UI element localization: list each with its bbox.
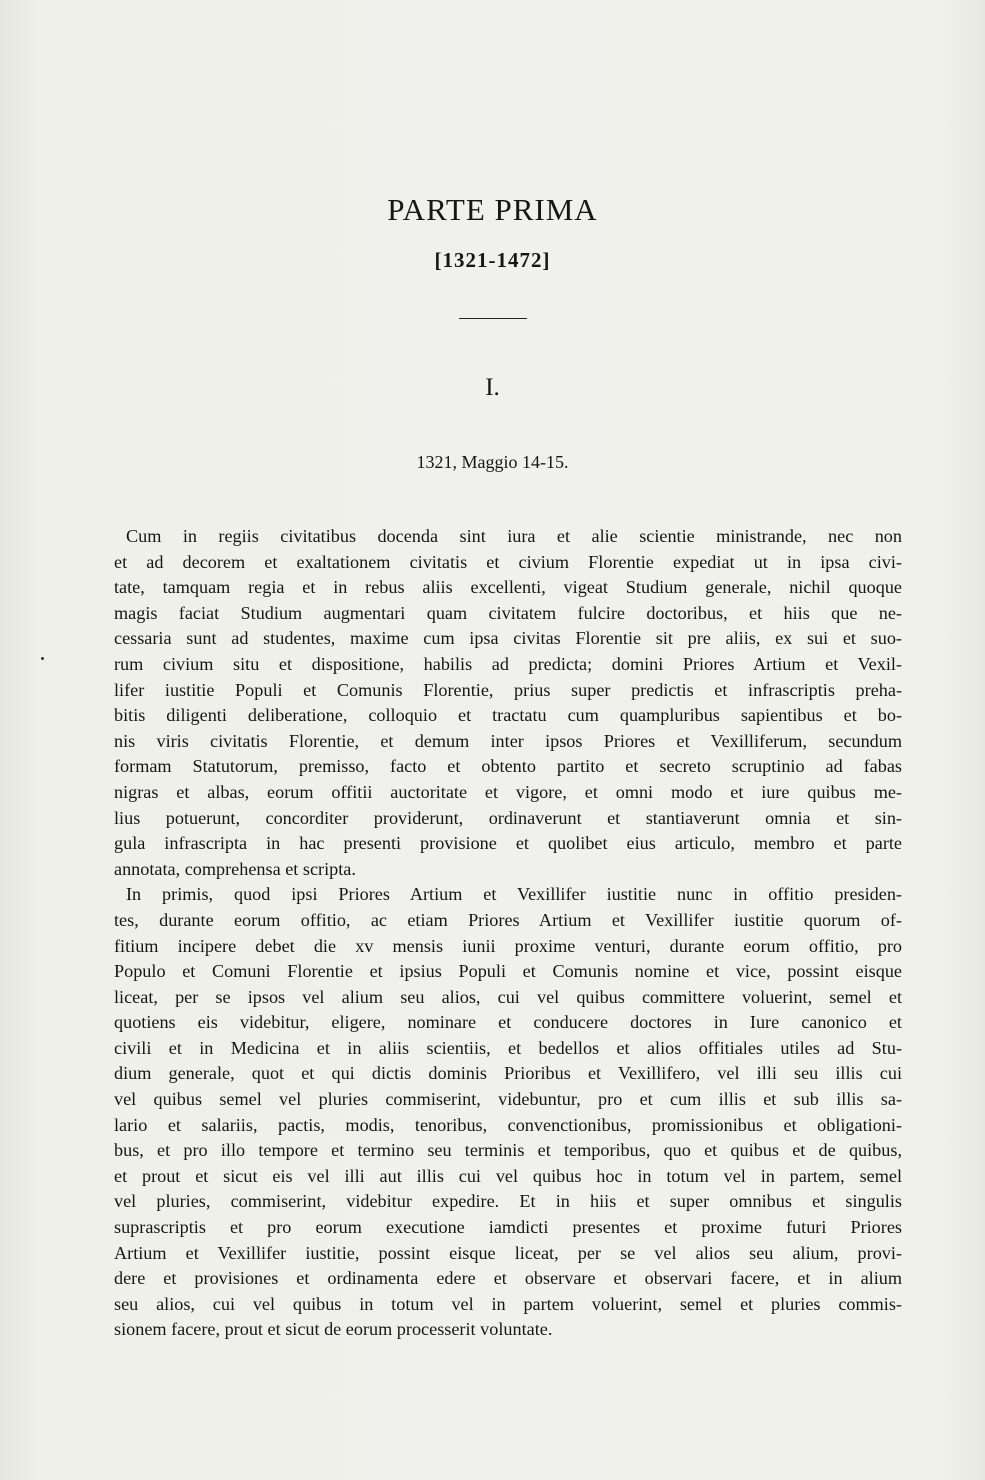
text-line: cessaria sunt ad studentes, maxime cum ipsa civitas Florentie sit pre aliis, ex sui et suo- [114, 628, 902, 649]
text-line: lifer iustitie Populi et Comunis Florentie, prius super predictis et infrascriptis preha- [114, 679, 902, 700]
text-line: gula infrascripta in hac presenti provisione et quolibet eius articulo, membro et parte [114, 833, 902, 854]
text-line: quotiens eis videbitur, eligere, nominare et conducere doctores in Iure canonico et [114, 1012, 902, 1033]
text-line: vel quibus semel vel pluries commiserint, videbuntur, pro et cum illis et sub illis sa- [114, 1089, 902, 1110]
text-line: suprascriptis et pro eorum executione iamdicti presentes et proxime futuri Priores [114, 1217, 902, 1238]
paper-speck [41, 657, 44, 660]
text-line: fitium incipere debet die xv mensis iunii proxime venturi, durante eorum offitio, pro [114, 935, 902, 956]
section-title: PARTE PRIMA [387, 192, 598, 227]
text-line: nigras et albas, eorum offitii auctoritate et vigore, et omni modo et iure quibus me- [114, 781, 902, 802]
text-line: liceat, per se ipsos vel alium seu alios, cui vel quibus committere voluerint, semel et [114, 986, 902, 1007]
text-line: et ad decorem et exaltationem civitatis et civium Florentie expediat ut in ipsa civi- [114, 551, 902, 572]
text-line: lius potuerunt, concorditer providerunt, ordinaverunt et stantiaverunt omnia et sin- [114, 807, 902, 828]
text-line: lario et salariis, pactis, modis, tenoribus, convenctionibus, promissionibus et obligationi- [114, 1114, 902, 1135]
text-line: bus, et pro illo tempore et termino seu terminis et temporibus, quo et quibus et de quibus, [114, 1140, 902, 1161]
text-line: Cum in regiis civitatibus docenda sint iura et alie scientie ministrande, nec non [126, 526, 902, 546]
year-range: [1321-1472] [434, 248, 551, 272]
text-line: In primis, quod ipsi Priores Artium et Vexillifer iustitie nunc in offitio presiden- [126, 884, 902, 905]
text-line: seu alios, cui vel quibus in totum vel in partem voluerint, semel et pluries commis- [114, 1293, 902, 1314]
text-line: et prout et sicut eis vel illi aut illis cui vel quibus hoc in totum vel in partem, semel [114, 1165, 902, 1186]
paragraph [114, 524, 902, 882]
text-line: vel pluries, commiserint, videbitur expedire. Et in hiis et super omnibus et singulis [114, 1191, 902, 1212]
text-line: tate, tamquam regia et in rebus aliis excellenti, vigeat Studium generale, nichil quoque [114, 577, 902, 598]
text-line: civili et in Medicina et in aliis scientiis, et bedellos et alios offitiales utiles ad Stu- [114, 1037, 902, 1058]
document-date: 1321, Maggio 14-15. [416, 452, 569, 472]
paragraph [114, 882, 902, 1343]
text-line: bitis diligenti deliberatione, colloquio et tractatu cum quampluribus sapientibus et bo- [114, 705, 902, 726]
text-line: rum civium situ et dispositione, habilis ad predicta; domini Priores Artium et Vexil- [114, 653, 902, 674]
document-numeral: I. [485, 374, 500, 401]
title-rule [459, 318, 527, 319]
document-body [114, 524, 902, 1343]
text-line: formam Statutorum, premisso, facto et obtento partito et secreto scruptinio ad fabas [114, 756, 902, 777]
text-line: Artium et Vexillifer iustitie, possint eisque liceat, per se vel alios seu alium, provi- [114, 1242, 902, 1263]
text-line: dium generale, quot et qui dictis dominis Prioribus et Vexillifero, vel illi seu illis cui [114, 1063, 902, 1084]
text-line: sionem facere, prout et sicut de eorum processerit voluntate. [114, 1319, 553, 1340]
text-line: annotata, comprehensa et scripta. [114, 858, 356, 879]
text-line: nis viris civitatis Florentie, et demum inter ipsos Priores et Vexilliferum, secundum [114, 730, 902, 751]
text-line: Populo et Comuni Florentie et ipsius Populi et Comunis nomine et vice, possint eisque [114, 961, 902, 982]
text-line: dere et provisiones et ordinamenta edere et observare et observari facere, et in alium [114, 1268, 902, 1289]
text-line: tes, durante eorum offitio, ac etiam Priores Artium et Vexillifer iustitie quorum of- [114, 909, 902, 930]
text-line: magis faciat Studium augmentari quam civitatem fulcire doctoribus, et hiis que ne- [114, 602, 902, 623]
